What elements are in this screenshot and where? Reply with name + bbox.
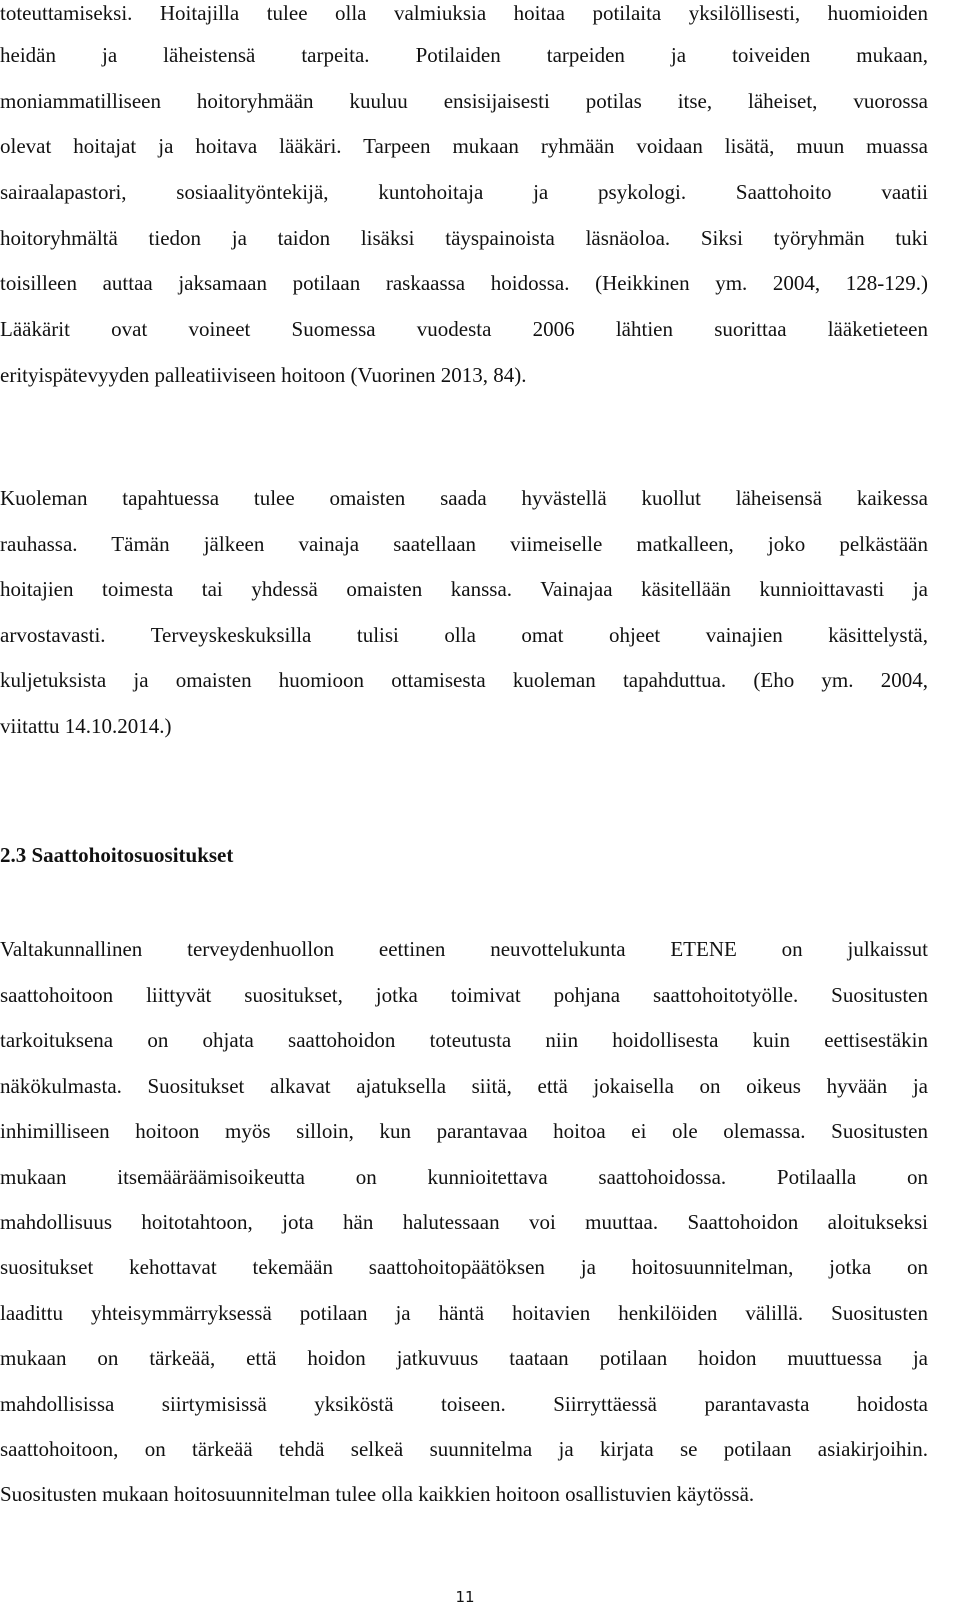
text-line: saattohoitoon, on tärkeää tehdä selkeä suunnitelma ja kirjata se potilaan asiakirjoihin. — [0, 1437, 928, 1461]
text-line: heidän ja läheistensä tarpeita. Potilaiden tarpeiden ja toiveiden mukaan, — [0, 43, 928, 67]
text-line: näkökulmasta. Suositukset alkavat ajatuksella siitä, että jokaisella on oikeus hyvään ja — [0, 1074, 928, 1098]
text-line: saattohoitoon liittyvät suositukset, jotka toimivat pohjana saattohoitotyölle. Suositusten — [0, 983, 928, 1007]
text-line: suositukset kehottavat tekemään saattohoitopäätöksen ja hoitosuunnitelman, jotka on — [0, 1255, 928, 1279]
text-line: mukaan itsemääräämisoikeutta on kunnioitettava saattohoidossa. Potilaalla on — [0, 1165, 928, 1189]
text-line: Lääkärit ovat voineet Suomessa vuodesta 2006 lähtien suorittaa lääketieteen — [0, 317, 928, 341]
text-line: Suositusten mukaan hoitosuunnitelman tulee olla kaikkien hoitoon osallistuvien käytössä. — [0, 1482, 755, 1506]
text-line: mukaan on tärkeää, että hoidon jatkuvuus taataan potilaan hoidon muuttuessa ja — [0, 1346, 928, 1370]
text-line: erityispätevyyden palleatiiviseen hoitoon (Vuorinen 2013, 84). — [0, 363, 527, 387]
text-line: Kuoleman tapahtuessa tulee omaisten saada hyvästellä kuollut läheisensä kaikessa — [0, 486, 928, 510]
text-line: toteuttamiseksi. Hoitajilla tulee olla valmiuksia hoitaa potilaita yksilöllisesti, huomioiden — [0, 1, 928, 25]
page-number: 11 — [455, 1588, 475, 1606]
text-line: hoitajien toimesta tai yhdessä omaisten kanssa. Vainajaa käsitellään kunnioittavasti ja — [0, 577, 928, 601]
text-line: mahdollisissa siirtymisissä yksiköstä toiseen. Siirryttäessä parantavasta hoidosta — [0, 1392, 928, 1416]
text-line: laadittu yhteisymmärryksessä potilaan ja häntä hoitavien henkilöiden välillä. Suositusten — [0, 1301, 928, 1325]
text-line: toisilleen auttaa jaksamaan potilaan raskaassa hoidossa. (Heikkinen ym. 2004, 128-129.) — [0, 271, 928, 295]
text-line: inhimilliseen hoitoon myös silloin, kun parantavaa hoitoa ei ole olemassa. Suositusten — [0, 1119, 928, 1143]
section-heading: 2.3 Saattohoitosuositukset — [0, 843, 234, 867]
text-line: tarkoituksena on ohjata saattohoidon toteutusta niin hoidollisesta kuin eettisestäkin — [0, 1028, 928, 1052]
text-line: Valtakunnallinen terveydenhuollon eettinen neuvottelukunta ETENE on julkaissut — [0, 937, 928, 961]
text-line: sairaalapastori, sosiaalityöntekijä, kuntohoitaja ja psykologi. Saattohoito vaatii — [0, 180, 928, 204]
text-line: mahdollisuus hoitotahtoon, jota hän halutessaan voi muuttaa. Saattohoidon aloitukseksi — [0, 1210, 928, 1234]
text-line: arvostavasti. Terveyskeskuksilla tulisi olla omat ohjeet vainajien käsittelystä, — [0, 623, 928, 647]
text-line: moniammatilliseen hoitoryhmään kuuluu ensisijaisesti potilas itse, läheiset, vuorossa — [0, 89, 928, 113]
text-line: rauhassa. Tämän jälkeen vainaja saatellaan viimeiselle matkalleen, joko pelkästään — [0, 532, 928, 556]
text-line: hoitoryhmältä tiedon ja taidon lisäksi täyspainoista läsnäoloa. Siksi työryhmän tuki — [0, 226, 928, 250]
text-line: kuljetuksista ja omaisten huomioon ottamisesta kuoleman tapahduttua. (Eho ym. 2004, — [0, 668, 928, 692]
text-line: viitattu 14.10.2014.) — [0, 714, 172, 738]
text-line: olevat hoitajat ja hoitava lääkäri. Tarpeen mukaan ryhmään voidaan lisätä, muun muassa — [0, 134, 928, 158]
